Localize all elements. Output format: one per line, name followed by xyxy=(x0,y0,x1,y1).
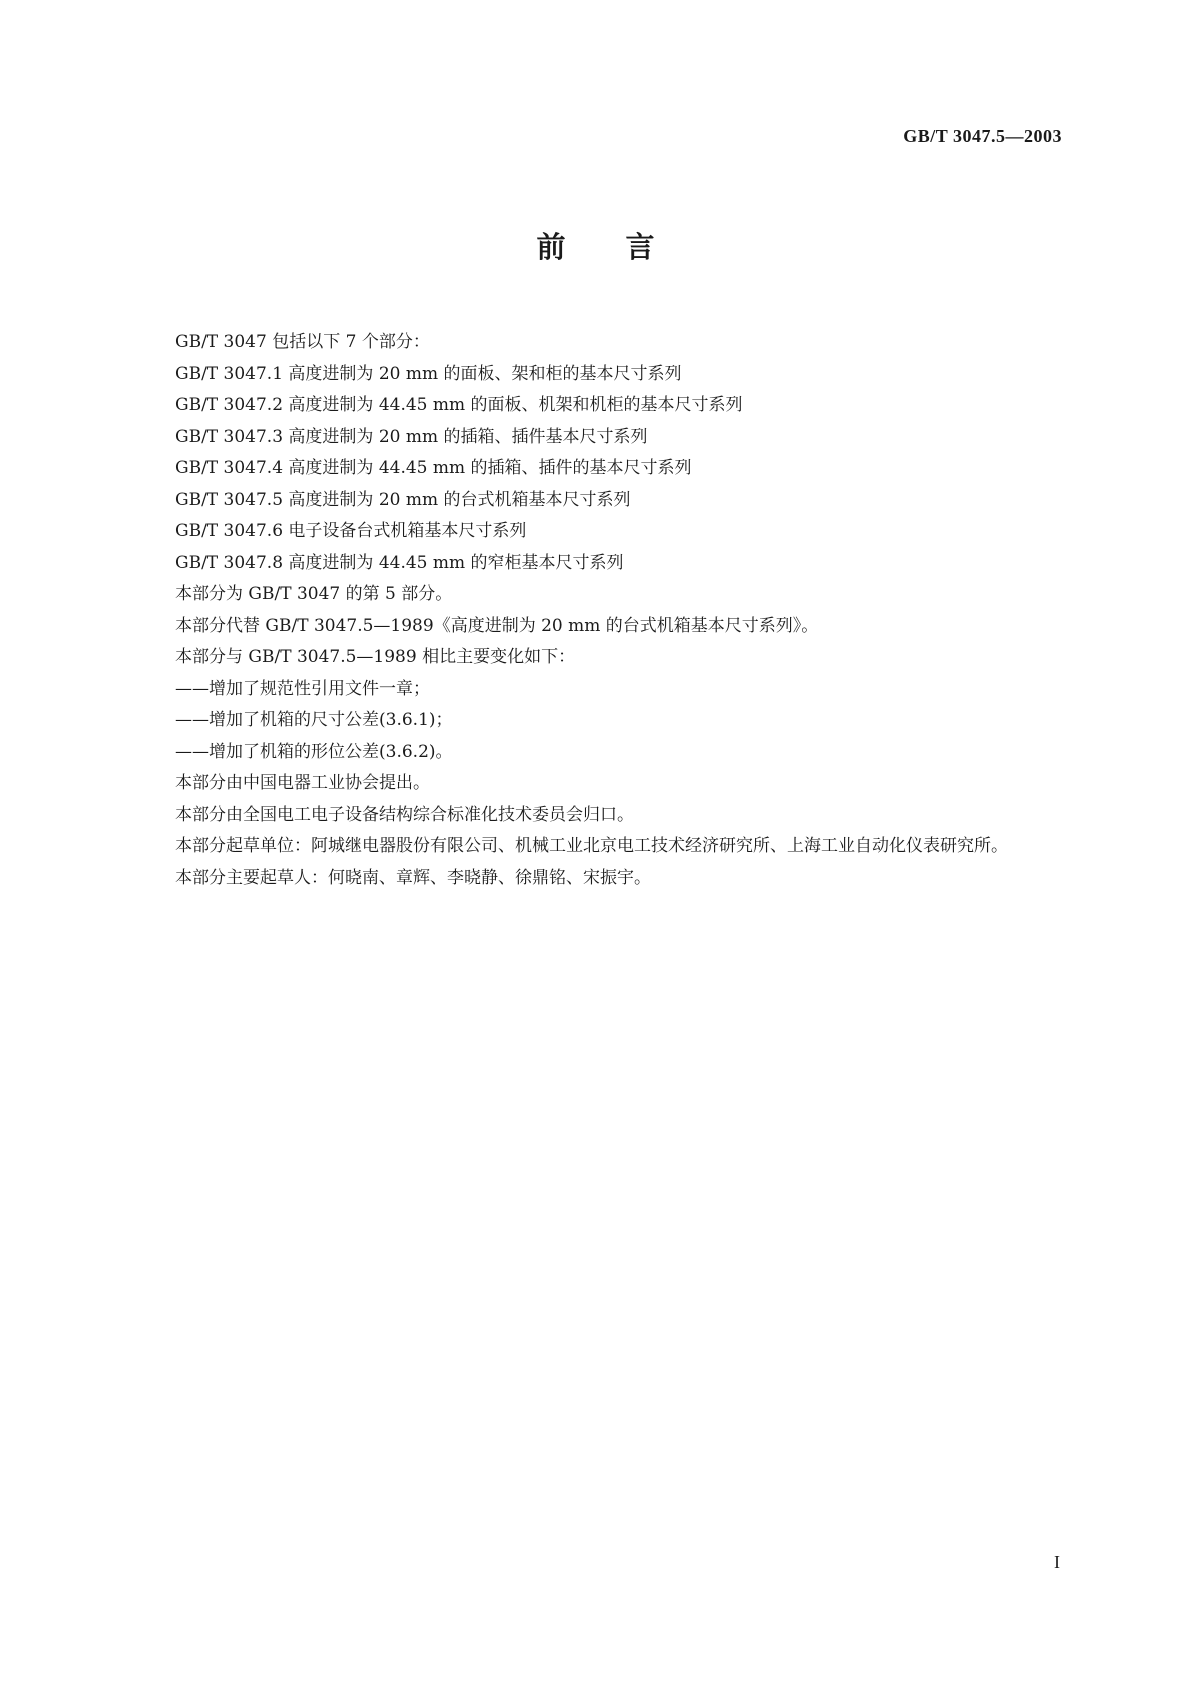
list-item-change-3: ——增加了机箱的形位公差(3.6.2)。 xyxy=(175,741,453,762)
foreword-body xyxy=(130,327,1060,894)
page-number: I xyxy=(1054,1552,1060,1572)
paragraph-changes-intro: 本部分与 GB/T 3047.5—1989 相比主要变化如下： xyxy=(175,647,576,667)
paragraph-part-statement: 本部分为 GB/T 3047 的第 5 部分。 xyxy=(175,584,453,604)
list-item-part-3: GB/T 3047.3 高度进制为 20 mm 的插箱、插件基本尺寸系列 xyxy=(175,426,648,447)
paragraph-parts-intro: GB/T 3047 包括以下 7 个部分： xyxy=(175,332,430,352)
list-item-part-6: GB/T 3047.6 电子设备台式机箱基本尺寸系列 xyxy=(175,521,527,541)
page-title: 前言 xyxy=(536,230,715,264)
paragraph-administered-by: 本部分由全国电工电子设备结构综合标准化技术委员会归口。 xyxy=(175,804,634,825)
paragraph-drafting-units: 本部分起草单位：阿城继电器股份有限公司、机械工业北京电工技术经济研究所、上海工业自动化仪表研究所。 xyxy=(175,836,1008,856)
paragraph-proposed-by: 本部分由中国电器工业协会提出。 xyxy=(175,773,430,793)
list-item-part-5: GB/T 3047.5 高度进制为 20 mm 的台式机箱基本尺寸系列 xyxy=(175,489,631,510)
list-item-part-4: GB/T 3047.4 高度进制为 44.45 mm 的插箱、插件的基本尺寸系列 xyxy=(175,458,692,478)
list-item-part-1: GB/T 3047.1 高度进制为 20 mm 的面板、架和柜的基本尺寸系列 xyxy=(175,363,682,384)
paragraph-replaces: 本部分代替 GB/T 3047.5—1989《高度进制为 20 mm 的台式机箱基本尺寸系列》。 xyxy=(175,615,819,636)
list-item-part-8: GB/T 3047.8 高度进制为 44.45 mm 的窄柜基本尺寸系列 xyxy=(175,552,624,573)
paragraph-drafters: 本部分主要起草人：何晓南、章辉、李晓静、徐鼎铭、宋振宇。 xyxy=(175,867,651,888)
list-item-change-1: ——增加了规范性引用文件一章； xyxy=(175,678,430,699)
list-item-change-2: ——增加了机箱的尺寸公差(3.6.1)； xyxy=(175,710,453,730)
list-item-part-2: GB/T 3047.2 高度进制为 44.45 mm 的面板、机架和机柜的基本尺寸系列 xyxy=(175,395,743,415)
standard-number: GB/T 3047.5—2003 xyxy=(903,126,1062,146)
